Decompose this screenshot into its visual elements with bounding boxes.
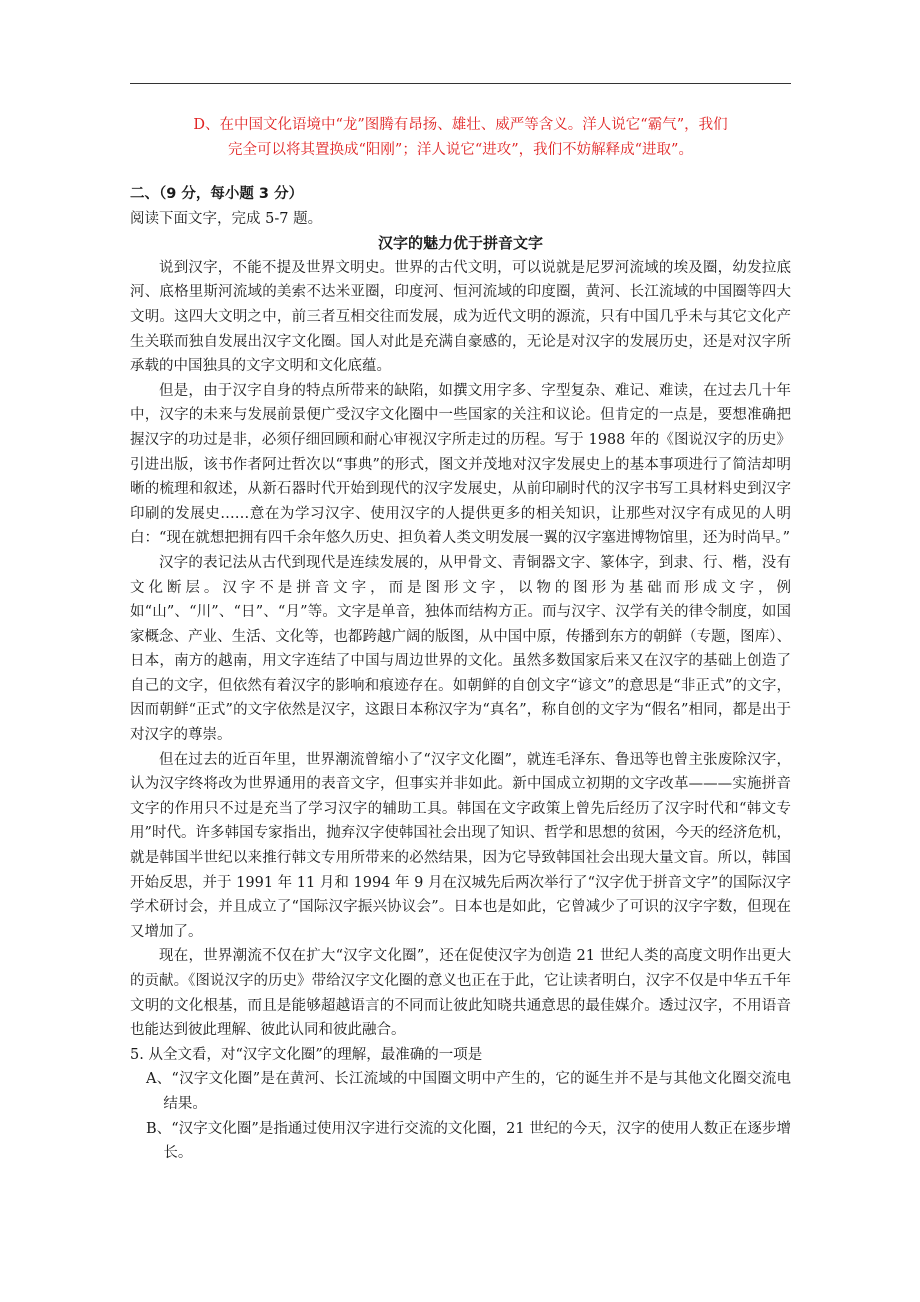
section-instruction: 阅读下面文字，完成 5-7 题。 — [130, 210, 323, 227]
header-rule — [130, 83, 791, 84]
paragraph-5: 现在，世界潮流不仅在扩大“汉字文化圈”，还在促使汉字为创造 21 世纪人类的高度文明作出更大的贡献。《图说汉字的历史》带给汉字文化圈的意义也正在于此，它让读者明白，汉字不仅是中华五千年文明的文化根基，而且是能够超越语言的不同而让彼此知晓共通意思的最佳媒介。透过汉字，不用语音也能达到彼此理解、彼此认同和彼此融合。 — [130, 948, 791, 1039]
paragraph-3: 汉字的表记法从古代到现代是连续发展的，从甲骨文、青铜器文字、篆体字，到隶、行、楷，没有文化断层。汉字不是拼音文字，而是图形文字，以物的图形为基础而形成文字，例如“山”、“川”、“日”、“月”等。文字是单音，独体而结构方正。而与汉字、汉学有关的律令制度，如国家概念、产业、生活、文化等，也都跨越广阔的版图，从中国中原，传播到东方的朝鲜（专题，图库）、日本，南方的越南，用文字连结了中国与周边世界的文化。虽然多数国家后来又在汉字的基础上创造了自己的文字，但依然有着汉字的影响和痕迹存在。如朝鲜的自创文字“谚文”的意思是“非正式”的文字，因而朝鲜“正式”的文字依然是汉字，这跟日本称汉字为“真名”，称自创的文字为“假名”相同，都是出于对汉字的尊崇。 — [130, 554, 791, 744]
question-5-option-a: A、“汉字文化圈”是在黄河、长江流域的中国圈文明中产生的，它的诞生并不是与其他文化圈交流电结果。 — [145, 1071, 791, 1112]
option-d-answer — [130, 113, 791, 163]
question-5-stem: 5. 从全文看，对“汉字文化圈”的理解，最准确的一项是 — [130, 1046, 483, 1063]
section-heading: 二、（9 分，每小题 3 分） — [130, 186, 304, 202]
question-5-option-b: B、“汉字文化圈”是指通过使用汉字进行交流的文化圈，21 世纪的今天，汉字的使用人数正在逐步增长。 — [145, 1120, 791, 1162]
paragraph-4: 但在过去的近百年里，世界潮流曾缩小了“汉字文化圈”，就连毛泽东、鲁迅等也曾主张废除汉字，认为汉字终将改为世界通用的表音文字，但事实并非如此。新中国成立初期的文字改革———实施拼音文字的作用只不过是充当了学习汉字的辅助工具。韩国在文字政策上曾先后经历了汉字时代和“韩文专用”时代。许多韩国专家指出，抛弃汉字使韩国社会出现了知识、哲学和思想的贫困，今天的经济危机，就是韩国半世纪以来推行韩文专用所带来的必然结果，因为它导致韩国社会出现大量文盲。所以，韩国开始反思，并于 1991 年 11 月和 1994 年 9 月在汉城先后两次举行了“汉字优于拼音文字”的国际汉字学术研讨会，并且成立了“国际汉字振兴协议会”。日本也是如此，它曾减少了可识的汉字字数，但现在又增加了。 — [130, 751, 791, 940]
reading-section — [130, 182, 791, 1166]
option-d-line-2: 完全可以将其置换成“阳刚”；洋人说它“进攻”，我们不妨解释成“进取”。 — [228, 142, 693, 158]
paragraph-1: 说到汉字，不能不提及世界文明史。世界的古代文明，可以说就是尼罗河流域的埃及圈，幼发拉底河、底格里斯河流域的美索不达米亚圈，印度河、恒河流域的印度圈，黄河、长江流域的中国圈等四大文明。这四大文明之中，前三者互相交往而发展，成为近代文明的源流，只有中国几乎未与其它文化产生关联而独自发展出汉字文化圈。国人对此是充满自豪感的，无论是对汉字的发展历史，还是对汉字所承载的中国独具的文字文明和文化底蕴。 — [130, 259, 791, 375]
option-d-line-1: D、在中国文化语境中“龙”图腾有昂扬、雄壮、威严等含义。洋人说它“霸气”，我们 — [193, 117, 728, 133]
paragraph-2: 但是，由于汉字自身的特点所带来的缺陷，如撰文用字多、字型复杂、难记、难读，在过去几十年中，汉字的未来与发展前景便广受汉字文化圈中一些国家的关注和议论。但肯定的一点是，要想准确把握汉字的功过是非，必须仔细回顾和耐心审视汉字所走过的历程。写于 1988 年的《图说汉字的历史》引进出版，该书作者阿辻哲次以“事典”的形式，图文并茂地对汉字发展史上的基本事项进行了简洁却明晰的梳理和叙述，从新石器时代开始到现代的汉字发展史，从前印刷时代的汉字书写工具材料史到汉字印刷的发展史……意在为学习汉字、使用汉字的人提供更多的相关知识，让那些对汉字有成见的人明白：“现在就想把拥有四千余年悠久历史、担负着人类文明发展一翼的汉字塞进博物馆里，还为时尚早。” — [130, 382, 791, 547]
article-title: 汉字的魅力优于拼音文字 — [377, 234, 543, 253]
